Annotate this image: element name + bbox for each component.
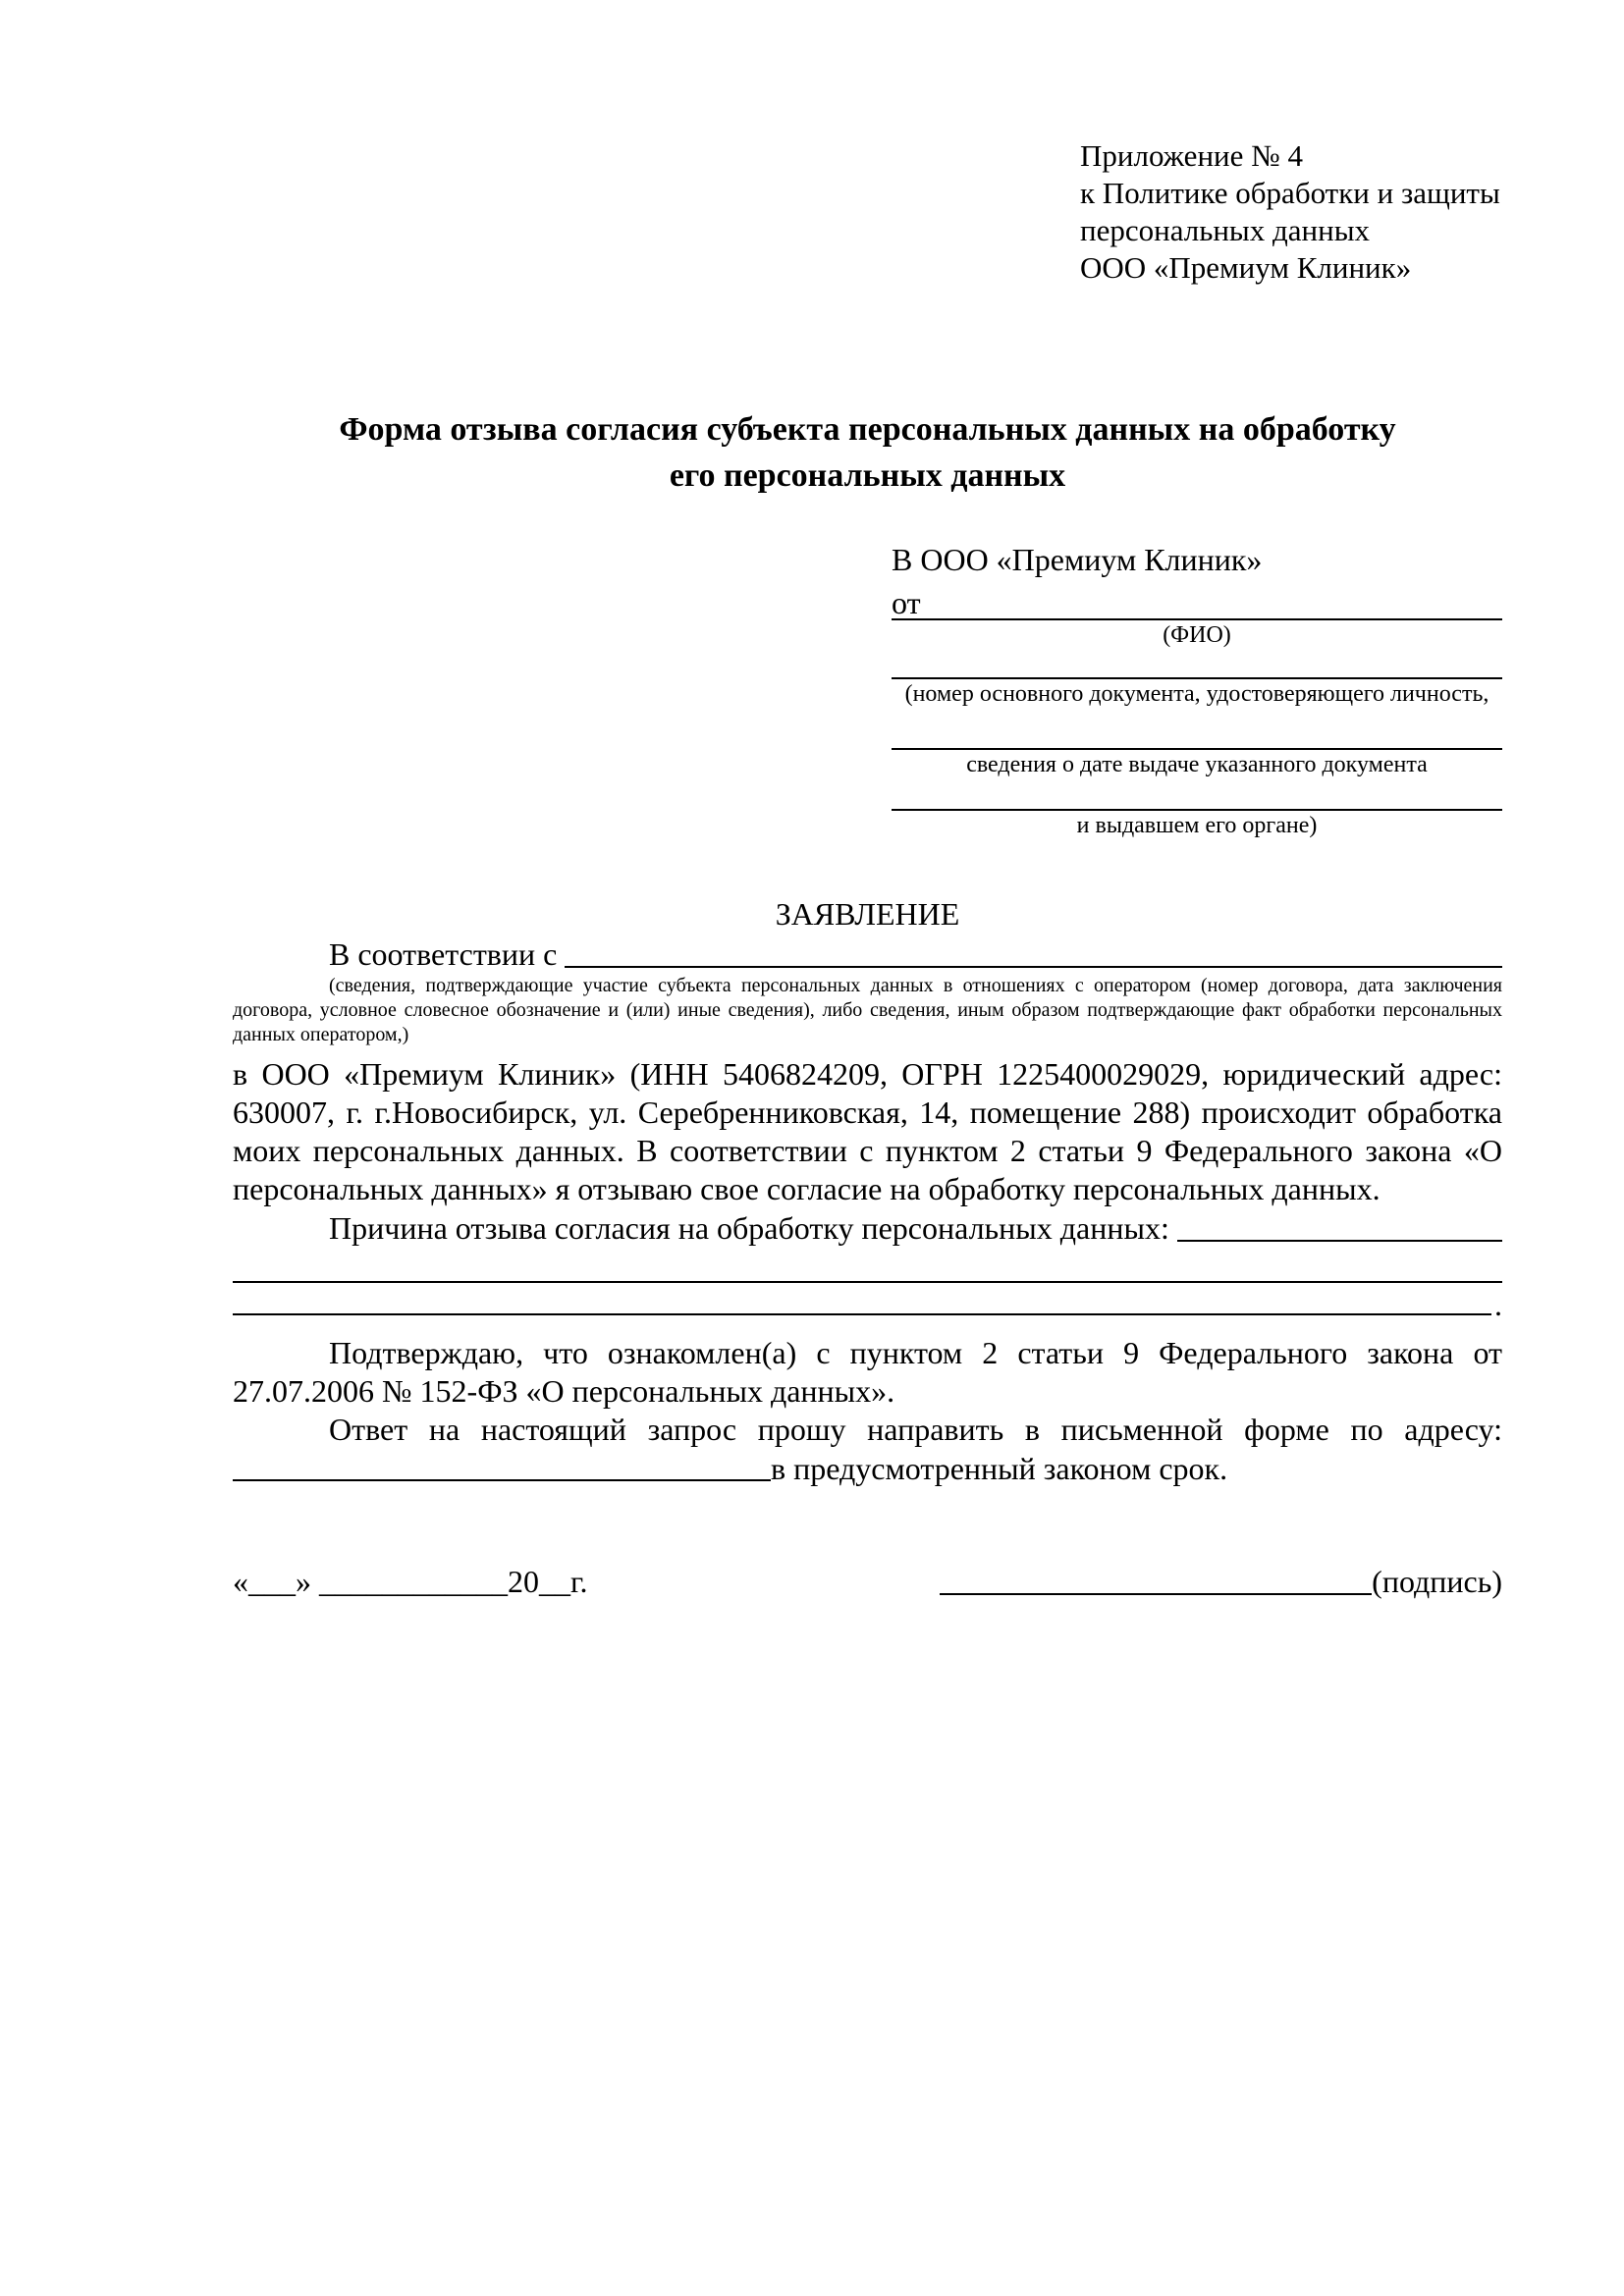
document-title-line2: его персональных данных: [669, 457, 1066, 494]
response-request-line: Ответ на настоящий запрос прошу направить в письменной форме по адресу:: [329, 1412, 1502, 1447]
addressee-block: [892, 538, 1502, 840]
issue-date-caption: сведения о дате выдаче указанного документа: [966, 752, 1428, 777]
document-title: [233, 406, 1502, 499]
appendix-line-3: персональных данных: [1080, 213, 1371, 247]
appendix-line-1: Приложение № 4: [1080, 138, 1303, 173]
response-address-blank-line[interactable]: [233, 1479, 771, 1481]
fio-field: [892, 618, 1502, 650]
issue-date-field: [892, 748, 1502, 779]
footnote-text: (сведения, подтверждающие участие субъекта персональных данных в отношениях с оператором (номер договора, дата заключения договора, условное словесное обозначение и (или) иные сведения), либо сведения, иным образом подтверждающие факт обработки персональных данных оператором,): [233, 975, 1502, 1045]
reason-extra-blank-line-1[interactable]: [233, 1281, 1502, 1283]
reason-label: Причина отзыва согласия на обработку персональных данных:: [329, 1210, 1169, 1246]
appendix-block: [1080, 137, 1502, 287]
response-address-row: [233, 1449, 1502, 1488]
reason-extra-line-2-row: [233, 1287, 1502, 1322]
signature-group: [940, 1561, 1502, 1602]
document-number-field: [892, 677, 1502, 709]
issuing-authority-field: [892, 809, 1502, 840]
appendix-line-2: к Политике обработки и защиты: [1080, 176, 1500, 210]
date-field[interactable]: «___» ____________20__г.: [233, 1564, 588, 1599]
basis-label: В соответствии с: [329, 936, 558, 972]
appendix-line-4: ООО «Премиум Клиник»: [1080, 250, 1412, 285]
body-paragraph: в ООО «Премиум Клиник» (ИНН 5406824209, ОГРН 1225400029029, юридический адрес: 630007, г. г.Новосибирск, ул. Серебренниковская, 14, помещение 288) происходит обработка моих персональных данных. В соответствии с пунктом 2 статьи 9 Федерального закона «О персональных данных» я отзываю свое согласие на обработку персональных данных.: [233, 1056, 1502, 1206]
document-title-line1: Форма отзыва согласия субъекта персональных данных на обработку: [339, 411, 1396, 448]
document-number-caption: (номер основного документа, удостоверяющего личность,: [904, 681, 1489, 707]
addressee-from: от: [892, 585, 921, 620]
confirmation-paragraph: Подтверждаю, что ознакомлен(а) с пунктом 2 статьи 9 Федерального закона от 27.07.2006 № 152-ФЗ «О персональных данных».: [233, 1335, 1502, 1409]
signature-blank-line[interactable]: [940, 1593, 1372, 1595]
reason-row: [233, 1208, 1502, 1248]
date-signature-row: [233, 1561, 1502, 1602]
statement-heading: ЗАЯВЛЕНИЕ: [775, 896, 960, 932]
issuing-authority-caption: и выдавшем его органе): [1076, 813, 1318, 838]
basis-row: [233, 934, 1502, 974]
reason-extra-blank-line-2[interactable]: [233, 1313, 1491, 1315]
addressee-to: В ООО «Премиум Клиник»: [892, 542, 1263, 577]
basis-blank-line[interactable]: [565, 966, 1502, 968]
fio-caption: (ФИО): [1163, 622, 1231, 648]
line-end-period: .: [1494, 1287, 1502, 1322]
reason-blank-line[interactable]: [1177, 1240, 1502, 1242]
signature-caption: (подпись): [1372, 1564, 1502, 1599]
response-suffix: в предусмотренный законом срок.: [771, 1451, 1228, 1486]
